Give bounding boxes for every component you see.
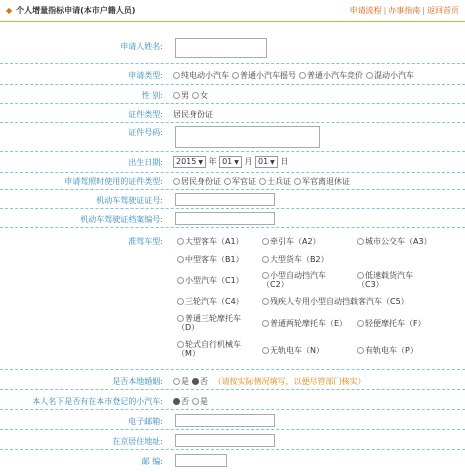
radio-icon: [262, 238, 269, 245]
license-id-option-officer[interactable]: 军官证: [224, 177, 256, 186]
radio-icon: [357, 272, 364, 279]
radio-icon: [299, 72, 306, 79]
link-home[interactable]: 返回首页: [427, 6, 459, 15]
license-number-label: 机动车驾驶证证号:: [96, 196, 163, 205]
email-field[interactable]: [175, 414, 275, 427]
row-applicant-name: [0, 32, 465, 64]
row-vehicle-class: [0, 228, 465, 370]
address-label: 在京居住地址:: [112, 437, 163, 446]
row-local-marriage: [0, 370, 465, 390]
radio-icon: [173, 178, 180, 185]
vehicle-class-e[interactable]: 普通两轮摩托车（E）: [262, 319, 347, 328]
has-car-option-no[interactable]: 否: [173, 397, 189, 406]
link-apply-process[interactable]: 申请流程: [349, 6, 382, 15]
chevron-down-icon: ▼: [270, 159, 275, 166]
row-license-file-number: [0, 209, 465, 228]
row-address: [0, 430, 465, 450]
vehicle-class-c4[interactable]: 三轮汽车（C4）: [177, 297, 244, 306]
row-license-id-type: [0, 173, 465, 190]
radio-icon: [177, 341, 184, 348]
apply-type-option-hybrid[interactable]: 混动小汽车: [366, 71, 414, 80]
gender-option-female[interactable]: 女: [192, 91, 208, 100]
license-id-type-label: 申请驾照时使用的证件类型:: [64, 177, 163, 186]
link-guide[interactable]: 办事指南: [388, 6, 421, 15]
row-id-number: [0, 123, 465, 152]
radio-icon: [177, 238, 184, 245]
vehicle-class-b1[interactable]: 中型客车（B1）: [177, 255, 244, 264]
row-apply-type: [0, 64, 465, 85]
id-type-value: 居民身份证: [173, 110, 213, 119]
has-car-option-yes[interactable]: 是: [192, 397, 208, 406]
vehicle-class-b2[interactable]: 大型货车（B2）: [262, 255, 329, 264]
radio-icon: [262, 272, 269, 279]
vehicle-class-f[interactable]: 轻便摩托车（F）: [357, 319, 426, 328]
license-file-number-label: 机动车驾驶证档案编号:: [80, 215, 163, 224]
license-file-number-input[interactable]: [175, 212, 275, 225]
email-label: 电子邮箱:: [128, 417, 163, 426]
header-links: 申请流程 | 办事指南 | 返回首页: [349, 6, 459, 15]
radio-icon: [262, 347, 269, 354]
license-id-option-soldier[interactable]: 士兵证: [259, 177, 291, 186]
local-marriage-option-yes[interactable]: 是: [173, 377, 189, 386]
applicant-name-input[interactable]: [175, 38, 267, 58]
has-car-options: [173, 396, 211, 407]
has-car-label: 本人名下是否有在本市登记的小汽车:: [32, 397, 163, 406]
chevron-down-icon: ▼: [198, 159, 203, 166]
local-marriage-option-no[interactable]: 否: [192, 377, 208, 386]
radio-checked-icon: [192, 378, 199, 385]
radio-icon: [262, 320, 269, 327]
vehicle-class-p[interactable]: 有轨电车（P）: [357, 346, 418, 355]
vehicle-class-d[interactable]: 普通三轮摩托车（D）: [177, 314, 241, 332]
id-type-label: 证件类型:: [128, 110, 163, 119]
row-license-number: [0, 190, 465, 209]
radio-icon: [173, 92, 180, 99]
chevron-down-icon: ▼: [234, 159, 239, 166]
day-unit: 日: [280, 157, 289, 166]
gender-options: [173, 90, 211, 101]
radio-icon: [192, 92, 199, 99]
birth-date-selects: [173, 156, 288, 168]
local-marriage-hint: （请按实际情况填写，以便尽管部门核实）: [213, 377, 366, 386]
year-unit: 年: [208, 157, 217, 166]
radio-icon: [357, 320, 364, 327]
local-marriage-options: [173, 376, 366, 387]
radio-icon: [232, 72, 239, 79]
radio-icon: [177, 298, 184, 305]
apply-type-option-lottery[interactable]: 普通小汽车摇号: [232, 71, 296, 80]
postcode-label: 邮 编:: [141, 457, 163, 466]
row-birth-date: [0, 152, 465, 173]
local-marriage-label: 是否本地婚姻:: [112, 377, 163, 386]
vehicle-class-a3[interactable]: 城市公交车（A3）: [357, 237, 432, 246]
row-postcode: [0, 450, 465, 472]
bullet-icon: ◆: [6, 6, 13, 15]
vehicle-class-n[interactable]: 无轨电车（N）: [262, 346, 324, 355]
radio-icon: [173, 378, 180, 385]
license-id-option-retired[interactable]: 军官离退休证: [294, 177, 350, 186]
radio-icon: [224, 178, 231, 185]
gender-label: 性 别:: [141, 91, 163, 100]
radio-icon: [177, 256, 184, 263]
vehicle-class-c3[interactable]: 低速载货汽车（C3）: [357, 271, 413, 289]
radio-icon: [262, 298, 269, 305]
birth-year-select[interactable]: 2015 ▼: [173, 156, 206, 168]
vehicle-class-c2[interactable]: 小型自动挡汽车（C2）: [262, 271, 326, 289]
apply-type-option-bid[interactable]: 普通小汽车竞价: [299, 71, 363, 80]
apply-type-options: [173, 70, 417, 81]
license-id-type-options: [173, 176, 353, 187]
row-email: [0, 410, 465, 430]
apply-type-label: 申请类型:: [128, 71, 163, 80]
radio-checked-icon: [173, 398, 180, 405]
vehicle-class-m[interactable]: 轮式自行机械车（M）: [177, 340, 241, 358]
page-title: ◆ 个人增量指标申请(本市户籍人员): [6, 6, 136, 15]
row-has-car: [0, 390, 465, 410]
radio-icon: [177, 277, 184, 284]
birth-day-select[interactable]: 01 ▼: [255, 156, 278, 168]
applicant-name-label: 申请人姓名:: [120, 42, 163, 51]
radio-icon: [357, 238, 364, 245]
vehicle-class-label: 准驾车型:: [128, 237, 163, 246]
address-field[interactable]: [175, 434, 275, 447]
radio-icon: [173, 72, 180, 79]
vehicle-class-a1[interactable]: 大型客车（A1）: [177, 237, 244, 246]
row-id-type: [0, 104, 465, 123]
radio-icon: [192, 398, 199, 405]
birth-month-select[interactable]: 01 ▼: [219, 156, 242, 168]
vehicle-class-c1[interactable]: 小型汽车（C1）: [177, 276, 244, 285]
id-number-input[interactable]: [175, 126, 320, 148]
row-gender: [0, 85, 465, 104]
postcode-field[interactable]: [175, 454, 227, 467]
month-unit: 月: [244, 157, 253, 166]
radio-icon: [357, 347, 364, 354]
gender-option-male[interactable]: 男: [173, 91, 189, 100]
radio-icon: [366, 72, 373, 79]
radio-icon: [262, 256, 269, 263]
id-number-label: 证件号码:: [128, 128, 163, 137]
page-header: [0, 0, 465, 22]
license-id-option-idcard[interactable]: 居民身份证: [173, 177, 221, 186]
radio-icon: [294, 178, 301, 185]
vehicle-class-a2[interactable]: 牵引车（A2）: [262, 237, 321, 246]
radio-icon: [259, 178, 266, 185]
vehicle-class-c5[interactable]: 残疾人专用小型自动挡载客汽车（C5）: [262, 297, 409, 306]
apply-type-option-ev[interactable]: 纯电动小汽车: [173, 71, 229, 80]
license-number-input[interactable]: [175, 193, 275, 206]
radio-icon: [177, 315, 184, 322]
birth-date-label: 出生日期:: [128, 158, 163, 167]
